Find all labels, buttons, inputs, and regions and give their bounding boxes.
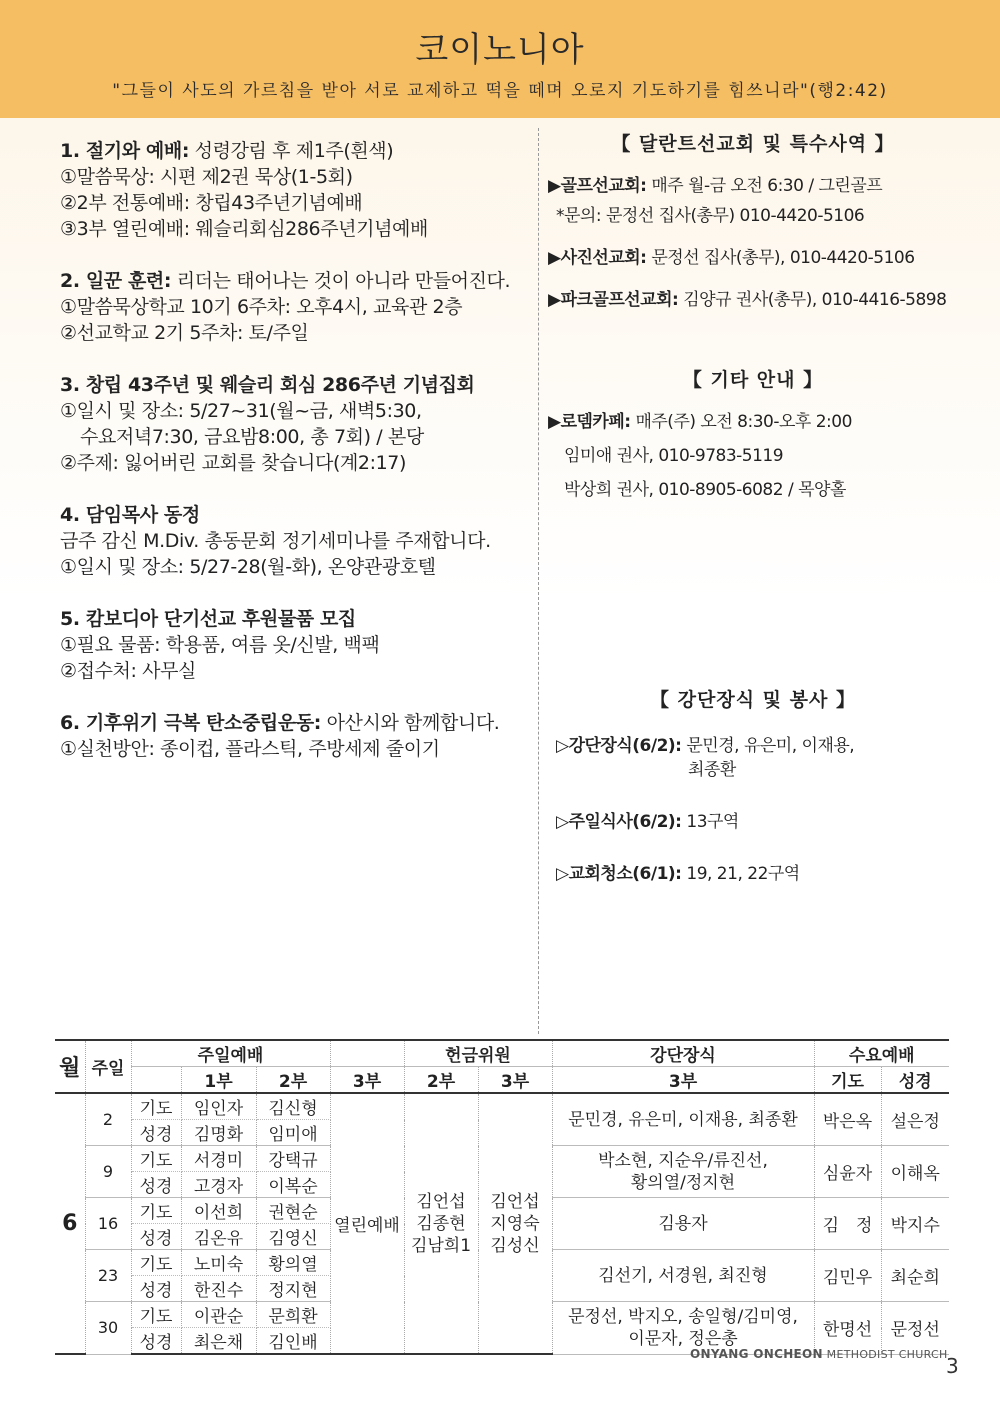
announcement-5: 5. 캄보디아 단기선교 후원물품 모집 ①필요 물품: 학용품, 여름 옷/신발, 백팩 ②접수처: 사무실	[60, 608, 380, 682]
announcement-heading: 2. 일꾼 훈련:	[60, 270, 172, 292]
header-week: 주일	[85, 1040, 131, 1093]
third-service-cell: 열린예배	[330, 1093, 404, 1354]
role-label: 성경	[131, 1276, 181, 1302]
announcement-4: 4. 담임목사 동정 금주 감신 M.Div. 총동문회 정기세미나를 주재합니다. ①일시 및 장소: 5/27-28(월-화), 온양관광호텔	[60, 504, 491, 578]
announcements-column	[60, 138, 530, 788]
wed-prayer-cell: 박은옥	[814, 1093, 881, 1146]
scripture-2bu: 김인배	[256, 1328, 330, 1355]
role-label: 기도	[131, 1198, 181, 1224]
scripture-1bu: 고경자	[181, 1172, 256, 1198]
golf-mission: ▶골프선교회: 매주 월-금 오전 6:30 / 그린골프	[548, 176, 883, 196]
role-label: 성경	[131, 1328, 181, 1355]
announcement-6: 6. 기후위기 극복 탄소중립운동: 아산시와 함께합니다. ①실천방안: 종이컵, 플라스틱, 주방세제 줄이기	[60, 712, 500, 760]
service-schedule-table	[55, 1039, 949, 1355]
week-cell: 16	[85, 1198, 131, 1250]
altar-heading: 【 강단장식 및 봉사 】	[650, 689, 856, 711]
header-prayer: 기도	[814, 1067, 881, 1094]
table-row	[55, 1093, 949, 1120]
header-banner	[0, 0, 1000, 118]
announcement-heading: 1. 절기와 예배:	[60, 140, 190, 162]
header-offering: 헌금위원	[404, 1040, 552, 1067]
role-label: 기도	[131, 1302, 181, 1328]
page-number: 3	[946, 1354, 959, 1378]
role-label: 성경	[131, 1224, 181, 1250]
header-3bu: 3부	[330, 1067, 404, 1094]
altar-cell: 박소현, 지순우/류진선, 황의열/정지현	[552, 1146, 814, 1198]
role-label: 기도	[131, 1093, 181, 1120]
header-offering-3bu: 3부	[478, 1067, 552, 1094]
scripture-1bu: 김온유	[181, 1224, 256, 1250]
prayer-2bu: 문희환	[256, 1302, 330, 1328]
altar-cell: 문정선, 박지오, 송일형/김미영, 이문자, 정은총	[552, 1302, 814, 1355]
wed-prayer-cell: 한명선	[814, 1302, 881, 1355]
prayer-1bu: 임인자	[181, 1093, 256, 1120]
week-cell: 30	[85, 1302, 131, 1355]
announcement-1: 1. 절기와 예배: 성령강림 후 제1주(흰색) ①말씀묵상: 시편 제2권 묵상(1-5회) ②2부 전통예배: 창립43주년기념예배 ③3부 열린예배: 웨슬리회심286주년기념예배	[60, 140, 428, 240]
header-scripture: 성경	[881, 1067, 949, 1094]
wed-scripture-cell: 이해옥	[881, 1146, 949, 1198]
week-cell: 9	[85, 1146, 131, 1198]
header-offering-2bu: 2부	[404, 1067, 478, 1094]
prayer-2bu: 강택규	[256, 1146, 330, 1172]
scripture-2bu: 김영신	[256, 1224, 330, 1250]
prayer-2bu: 황의열	[256, 1250, 330, 1276]
header-1bu: 1부	[181, 1067, 256, 1094]
info-column	[548, 132, 958, 886]
golf-contact: *문의: 문정선 집사(총무) 010-4420-5106	[556, 206, 865, 226]
prayer-2bu: 김신형	[256, 1093, 330, 1120]
wed-prayer-cell: 심윤자	[814, 1146, 881, 1198]
week-cell: 2	[85, 1093, 131, 1146]
month-cell: 6	[55, 1093, 85, 1354]
parkgolf-mission: ▶파크골프선교회: 김양규 권사(총무), 010-4416-5898	[548, 290, 947, 310]
role-label: 기도	[131, 1250, 181, 1276]
announcement-heading: 6. 기후위기 극복 탄소중립운동:	[60, 712, 321, 734]
prayer-1bu: 이관순	[181, 1302, 256, 1328]
wed-prayer-cell: 김 정	[814, 1198, 881, 1250]
role-label: 기도	[131, 1146, 181, 1172]
etc-heading: 【 기타 안내 】	[682, 369, 824, 391]
page-subtitle-verse: "그들이 사도의 가르침을 받아 서로 교제하고 떡을 떼며 오로지 기도하기를 힘쓰니라"(행2:42)	[112, 81, 888, 101]
offering-2bu-cell: 김언섭 김종현 김남희1	[404, 1093, 478, 1354]
altar-cell: 김선기, 서경원, 최진형	[552, 1250, 814, 1302]
header-month: 월	[55, 1040, 85, 1093]
header-2bu: 2부	[256, 1067, 330, 1094]
church-brand: ONYANG ONCHEON METHODIST CHURCH	[690, 1347, 948, 1361]
header-sunday-service: 주일예배	[131, 1040, 330, 1067]
church-cleaning: ▷교회청소(6/1): 19, 21, 22구역	[556, 864, 800, 884]
prayer-1bu: 이선희	[181, 1198, 256, 1224]
scripture-1bu: 한진수	[181, 1276, 256, 1302]
scripture-1bu: 최은채	[181, 1328, 256, 1355]
rodem-cafe: ▶로뎀카페: 매주(주) 오전 8:30-오후 2:00	[548, 412, 852, 432]
wed-scripture-cell: 문정선	[881, 1302, 949, 1355]
role-label: 성경	[131, 1120, 181, 1146]
dalant-heading: 【 달란트선교회 및 특수사역 】	[611, 133, 895, 155]
page-title: 코이노니아	[415, 30, 585, 70]
wed-scripture-cell: 설은정	[881, 1093, 949, 1146]
cafe-contact-1: 임미애 권사, 010-9783-5119	[564, 446, 784, 466]
sunday-meal: ▷주일식사(6/2): 13구역	[556, 812, 739, 832]
week-cell: 23	[85, 1250, 131, 1302]
altar-cell: 문민경, 유은미, 이재용, 최종환	[552, 1093, 814, 1146]
prayer-2bu: 권현순	[256, 1198, 330, 1224]
header-altar-3bu: 3부	[552, 1067, 814, 1094]
announcement-3: 3. 창립 43주년 및 웨슬리 회심 286주년 기념집회 ①일시 및 장소: 5/27~31(월~금, 새벽5:30, 수요저녁7:30, 금요밤8:00, 총 7회) / 본당 ②주제: 잃어버린 교회를 찾습니다(계2:17)	[60, 374, 475, 474]
altar-deco-cont: 최종환	[688, 760, 736, 780]
wed-scripture-cell: 박지수	[881, 1198, 949, 1250]
header-wednesday: 수요예배	[814, 1040, 949, 1067]
altar-deco: ▷강단장식(6/2): 문민경, 유은미, 이재용,	[556, 736, 855, 756]
scripture-2bu: 이복순	[256, 1172, 330, 1198]
column-divider	[538, 128, 539, 1034]
announcement-heading: 5. 캄보디아 단기선교 후원물품 모집	[60, 608, 356, 630]
prayer-1bu: 노미숙	[181, 1250, 256, 1276]
photo-mission: ▶사진선교회: 문정선 집사(총무), 010-4420-5106	[548, 248, 915, 268]
announcement-2: 2. 일꾼 훈련: 리더는 태어나는 것이 아니라 만들어진다. ①말씀묵상학교 10기 6주차: 오후4시, 교육관 2층 ②선교학교 2기 5주차: 토/주일	[60, 270, 511, 344]
announcement-heading: 3. 창립 43주년 및 웨슬리 회심 286주년 기념집회	[60, 374, 475, 396]
scripture-2bu: 정지현	[256, 1276, 330, 1302]
wed-scripture-cell: 최순희	[881, 1250, 949, 1302]
header-altar: 강단장식	[552, 1040, 814, 1067]
announcement-heading: 4. 담임목사 동정	[60, 504, 200, 526]
wed-prayer-cell: 김민우	[814, 1250, 881, 1302]
cafe-contact-2: 박상희 권사, 010-8905-6082 / 목양홀	[564, 480, 846, 500]
scripture-2bu: 임미애	[256, 1120, 330, 1146]
altar-cell: 김용자	[552, 1198, 814, 1250]
offering-3bu-cell: 김언섭 지영숙 김성신	[478, 1093, 552, 1354]
scripture-1bu: 김명화	[181, 1120, 256, 1146]
role-label: 성경	[131, 1172, 181, 1198]
prayer-1bu: 서경미	[181, 1146, 256, 1172]
